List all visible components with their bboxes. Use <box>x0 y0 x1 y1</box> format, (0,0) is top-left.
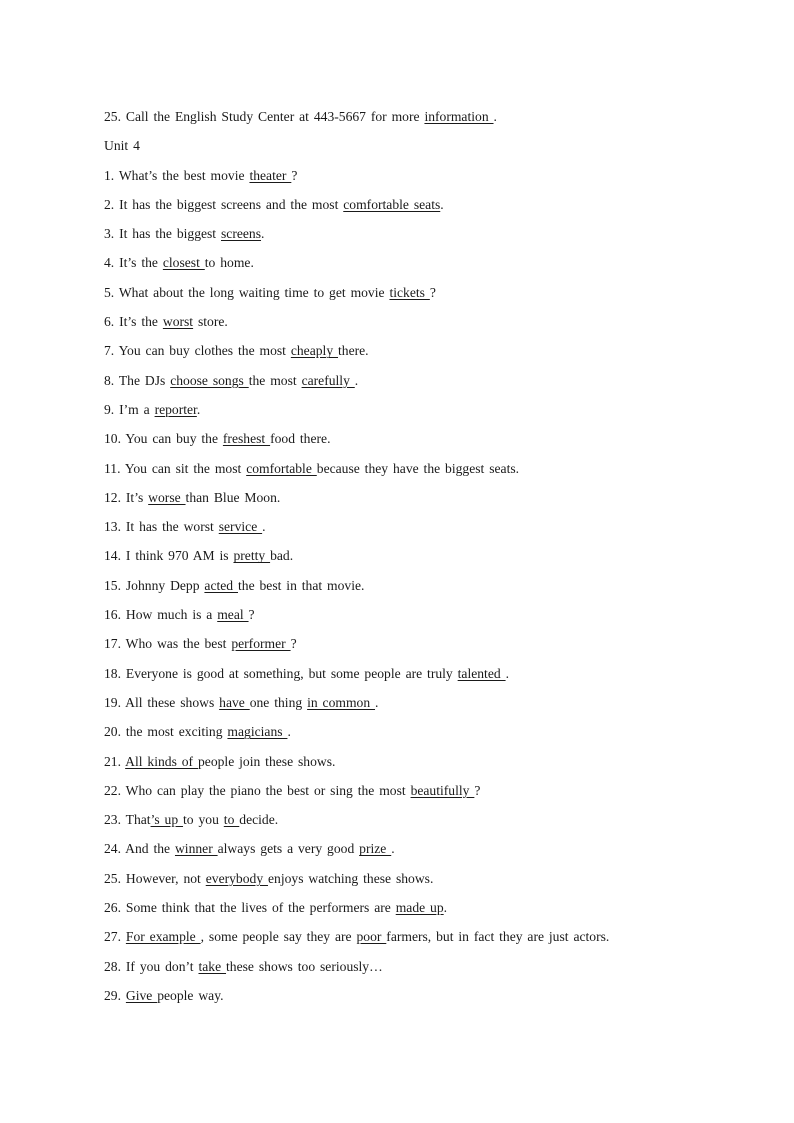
line-text: ? <box>291 167 298 183</box>
answer-blank: comfortable <box>246 460 317 476</box>
answer-blank: talented <box>457 665 506 681</box>
exercise-line <box>104 605 784 634</box>
answer-blank: choose songs <box>170 372 249 388</box>
line-text: 16. How much is a <box>104 607 218 623</box>
exercise-line <box>104 664 784 693</box>
line-text: 9. I’m a <box>104 401 155 417</box>
exercise-line <box>104 283 784 312</box>
line-text: store. <box>193 314 228 330</box>
answer-blank: carefully <box>301 372 355 388</box>
answer-blank: tickets <box>389 284 430 300</box>
exercise-line <box>104 634 784 663</box>
line-text: one thing <box>249 694 308 710</box>
line-text: . <box>196 401 201 417</box>
line-text: , some people say they are <box>200 929 357 945</box>
line-text: 5. What about the long waiting time to get movie <box>104 284 390 300</box>
answer-blank: beautifully <box>410 782 475 798</box>
line-text: there. <box>338 343 369 359</box>
line-text: 3. It has the biggest <box>104 226 221 242</box>
answer-blank: prize <box>359 841 392 857</box>
answer-blank: reporter <box>154 401 197 417</box>
answer-blank: meal <box>217 607 249 623</box>
line-text: always gets a very good <box>217 841 360 857</box>
exercise-line <box>104 429 784 458</box>
line-text: the most <box>248 372 302 388</box>
line-text: 1. What’s the best movie <box>104 167 250 183</box>
line-text: . <box>262 519 266 535</box>
line-text: 17. Who was the best <box>104 636 232 652</box>
exercise-line <box>104 253 784 282</box>
exercise-line <box>104 224 784 253</box>
exercise-line <box>104 781 784 810</box>
answer-blank: screens <box>221 226 262 242</box>
exercise-line <box>104 195 784 224</box>
line-text: ? <box>290 636 297 652</box>
answer-blank: to <box>223 812 240 828</box>
answer-blank: freshest <box>222 431 271 447</box>
line-text: ? <box>248 607 255 623</box>
exercise-line <box>104 312 784 341</box>
line-text: . <box>505 665 509 681</box>
exercise-line <box>104 107 784 136</box>
exercise-line <box>104 371 784 400</box>
line-text: the best in that movie. <box>238 577 365 593</box>
line-text: enjoys watching these shows. <box>268 870 434 886</box>
exercise-line <box>104 722 784 751</box>
line-text: people join these shows. <box>198 753 336 769</box>
answer-blank: cheaply <box>290 343 339 359</box>
line-text: . <box>391 841 395 857</box>
answer-blank: worse <box>148 489 186 505</box>
line-text: 20. the most exciting <box>104 724 228 740</box>
unit-heading <box>104 136 784 165</box>
exercise-line <box>104 957 784 986</box>
exercise-line <box>104 898 784 927</box>
line-text: 18. Everyone is good at something, but some people are truly <box>104 665 458 681</box>
line-text: 28. If you don’t <box>104 958 199 974</box>
exercise-line <box>104 459 784 488</box>
answer-blank: information <box>424 109 494 124</box>
answer-blank: everybody <box>205 870 269 886</box>
line-text: 10. You can buy the <box>104 431 223 447</box>
answer-blank: theater <box>249 167 292 183</box>
exercise-line <box>104 517 784 546</box>
answer-blank: closest <box>162 255 205 271</box>
line-text: . <box>493 109 497 124</box>
line-text: 22. Who can play the piano the best or sing the most <box>104 782 411 798</box>
line-text: ? <box>429 284 436 300</box>
answer-blank: have <box>219 694 250 710</box>
answer-blank: All kinds of <box>125 753 198 769</box>
line-text: farmers, but in fact they are just actors. <box>386 929 610 945</box>
exercise-line <box>104 752 784 781</box>
line-text: 27. <box>104 929 126 945</box>
line-text: . <box>440 196 444 212</box>
answer-blank: worst <box>162 314 194 330</box>
line-text: because they have the biggest seats. <box>316 460 520 476</box>
line-text: to home. <box>204 255 254 271</box>
answer-blank: For example <box>125 929 201 945</box>
answer-blank: acted <box>204 577 238 593</box>
answer-blank: Give <box>125 987 158 1003</box>
line-text: 2. It has the biggest screens and the most <box>104 196 344 212</box>
line-text: 4. It’s the <box>104 255 163 271</box>
line-text: 23. That <box>104 812 151 828</box>
line-text: 13. It has the worst <box>104 519 219 535</box>
line-text: 19. All these shows <box>104 694 220 710</box>
line-text: 15. Johnny Depp <box>104 577 205 593</box>
exercise-line <box>104 400 784 429</box>
line-text: 6. It’s the <box>104 314 163 330</box>
line-text: food there. <box>270 431 331 447</box>
exercise-line <box>104 839 784 868</box>
answer-blank: in common <box>307 694 376 710</box>
line-text: 7. You can buy clothes the most <box>104 343 291 359</box>
line-text: 24. And the <box>104 841 175 857</box>
line-text: people way. <box>157 987 224 1003</box>
line-text: . <box>261 226 265 242</box>
exercise-line <box>104 166 784 195</box>
line-text: 12. It’s <box>104 489 149 505</box>
line-text: 21. <box>104 753 126 769</box>
answer-blank: pretty <box>233 548 271 564</box>
line-text: . <box>375 694 379 710</box>
answer-blank: made up <box>395 900 444 916</box>
line-text: decide. <box>239 812 279 828</box>
exercise-line <box>104 576 784 605</box>
line-text: than Blue Moon. <box>185 489 281 505</box>
line-text: . <box>443 900 448 916</box>
answer-blank: take <box>198 958 227 974</box>
line-text: ? <box>474 782 481 798</box>
answer-blank: poor <box>356 929 387 945</box>
answer-blank: magicians <box>227 724 288 740</box>
line-text: 14. I think 970 AM is <box>104 548 234 564</box>
line-text: 8. The DJs <box>104 372 171 388</box>
exercise-line <box>104 810 784 839</box>
line-text: . <box>354 372 359 388</box>
line-text: Unit 4 <box>104 138 140 154</box>
line-text: to you <box>183 812 224 828</box>
answer-blank: ’s up <box>150 812 184 828</box>
exercise-line <box>104 341 784 370</box>
line-text: 11. You can sit the most <box>104 460 247 476</box>
line-text: . <box>287 724 291 740</box>
line-text: these shows too seriously… <box>226 958 383 974</box>
answer-blank: comfortable seats <box>343 196 441 212</box>
exercise-line <box>104 869 784 898</box>
exercise-line <box>104 927 784 956</box>
line-text: 26. Some think that the lives of the performers are <box>104 900 396 916</box>
document-page <box>104 107 784 1015</box>
line-text: 25. Call the English Study Center at 443-5667 for more <box>104 109 425 124</box>
line-text: bad. <box>270 548 294 564</box>
answer-blank: performer <box>231 636 291 652</box>
exercise-line <box>104 488 784 517</box>
line-text: 25. However, not <box>104 870 206 886</box>
line-text: 29. <box>104 987 126 1003</box>
exercise-line <box>104 546 784 575</box>
exercise-line <box>104 693 784 722</box>
exercise-line <box>104 986 784 1015</box>
answer-blank: service <box>218 519 263 535</box>
answer-blank: winner <box>174 841 218 857</box>
